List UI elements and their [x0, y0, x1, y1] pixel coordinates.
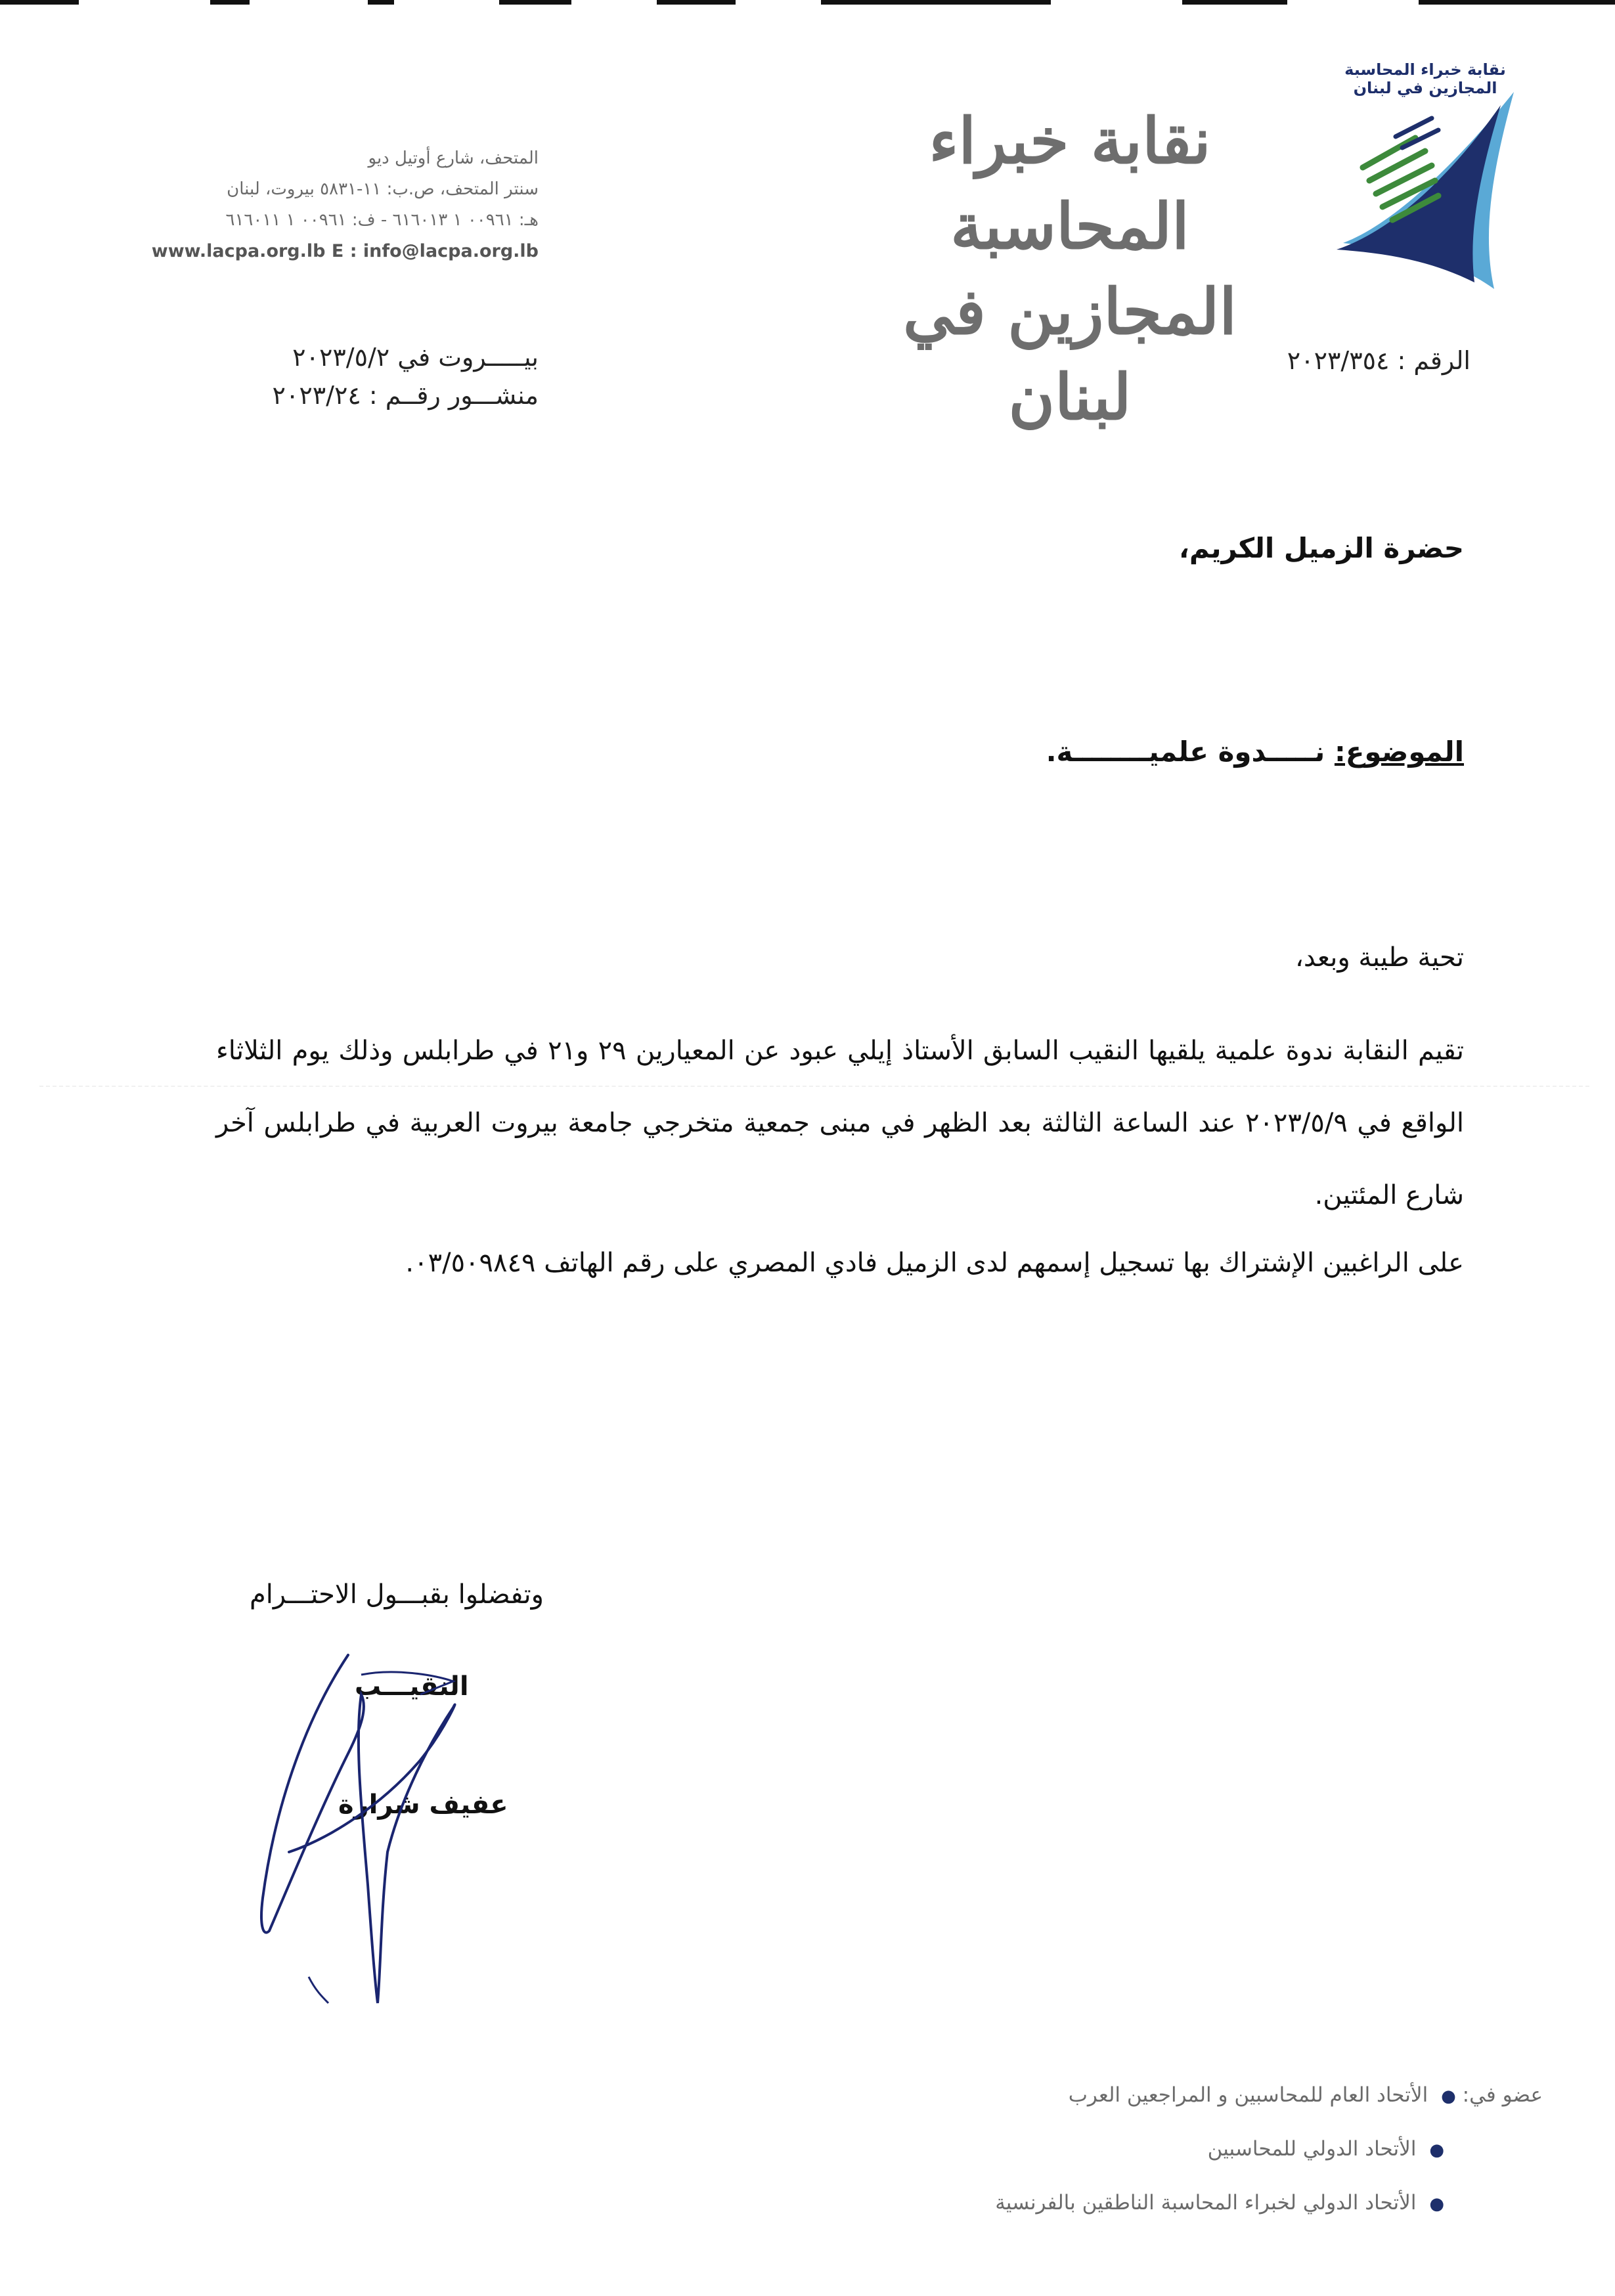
- bullet-icon: ●: [1429, 2194, 1444, 2214]
- date-block: [223, 338, 539, 414]
- handwritten-signature: [250, 1635, 512, 2010]
- membership-label: الأتحاد العام للمحاسبين و المراجعين العرب: [1068, 2083, 1428, 2107]
- reference-number: الرقم : ٢٠٢٣/٣٥٤: [1287, 346, 1471, 375]
- membership-item: [820, 2075, 1543, 2129]
- po-box-text: سنتر المتحف، ص.ب: ١١-٥٨٣١ بيروت، لبنان: [227, 179, 539, 199]
- membership-item: [820, 2183, 1543, 2237]
- circular-number: منشـــور رقــم : ٢٠٢٣/٢٤: [272, 381, 539, 410]
- org-name-line2: المجازين في لبنان: [902, 275, 1237, 434]
- body-paragraph-2: على الراغبين الإشتراك بها تسجيل إسمهم لدى الزميل فادي المصري على رقم الهاتف ٠٣/٥٠٩٨٤٩.: [405, 1248, 1464, 1278]
- membership-list: [820, 2075, 1543, 2237]
- contact-block: [92, 143, 539, 267]
- organization-name: [840, 99, 1300, 440]
- membership-item: [820, 2129, 1543, 2183]
- salutation: حضرة الزميل الكريم،: [1178, 532, 1464, 564]
- signatory-title: النقيـــب: [355, 1671, 469, 1702]
- body-paragraph-1: تقيم النقابة ندوة علمية يلقيها النقيب السابق الأستاذ إيلي عبود عن المعيارين ٢٩ و٢١ في طرابلس وذلك يوم الثلاثاء الواقع في ٢٠٢٣/٥/٩ عند الساعة الثالثة بعد الظهر في مبنى جمعية متخرجي جامعة بيروت العربية في طرابلس آخر شارع المئتين.: [216, 1036, 1465, 1210]
- bullet-icon: ●: [1441, 2086, 1456, 2106]
- subject-label: الموضوع:: [1334, 736, 1464, 768]
- address-text: المتحف، شارع أوتيل ديو: [368, 148, 539, 168]
- closing-line: وتفضلوا بقبـــول الاحتـــرام: [250, 1579, 544, 1610]
- bullet-icon: ●: [1429, 2140, 1444, 2160]
- greeting: تحية طيبة وبعد،: [1295, 942, 1464, 973]
- web-email-text: www.lacpa.org.lb E : info@lacpa.org.lb: [151, 241, 539, 261]
- membership-label: الأتحاد الدولي لخبراء المحاسبة الناطقين بالفرنسية: [995, 2191, 1417, 2215]
- emblem-caption: نقابة خبراء المحاسبة المجازين في لبنان: [1344, 60, 1506, 97]
- membership-label: الأتحاد الدولي للمحاسبين: [1207, 2137, 1417, 2161]
- member-of-label: عضو في:: [1462, 2083, 1543, 2107]
- phone-fax-text: هـ: ٠٠٩٦١ ١ ٦١٦٠١٣ - ف: ٠٠٩٦١ ١ ٦١٦٠١١: [225, 210, 539, 230]
- scan-edge-marks: [0, 0, 1615, 5]
- place-date: بيـــــروت في ٢٠٢٣/٥/٢: [292, 343, 539, 372]
- subject-line: [1046, 736, 1464, 768]
- org-name-line1: نقابة خبراء المحاسبة: [929, 104, 1211, 263]
- subject-value: نـــــدوة علميــــــــة.: [1046, 736, 1335, 768]
- signatory-name: عفيف شرارة: [338, 1790, 508, 1820]
